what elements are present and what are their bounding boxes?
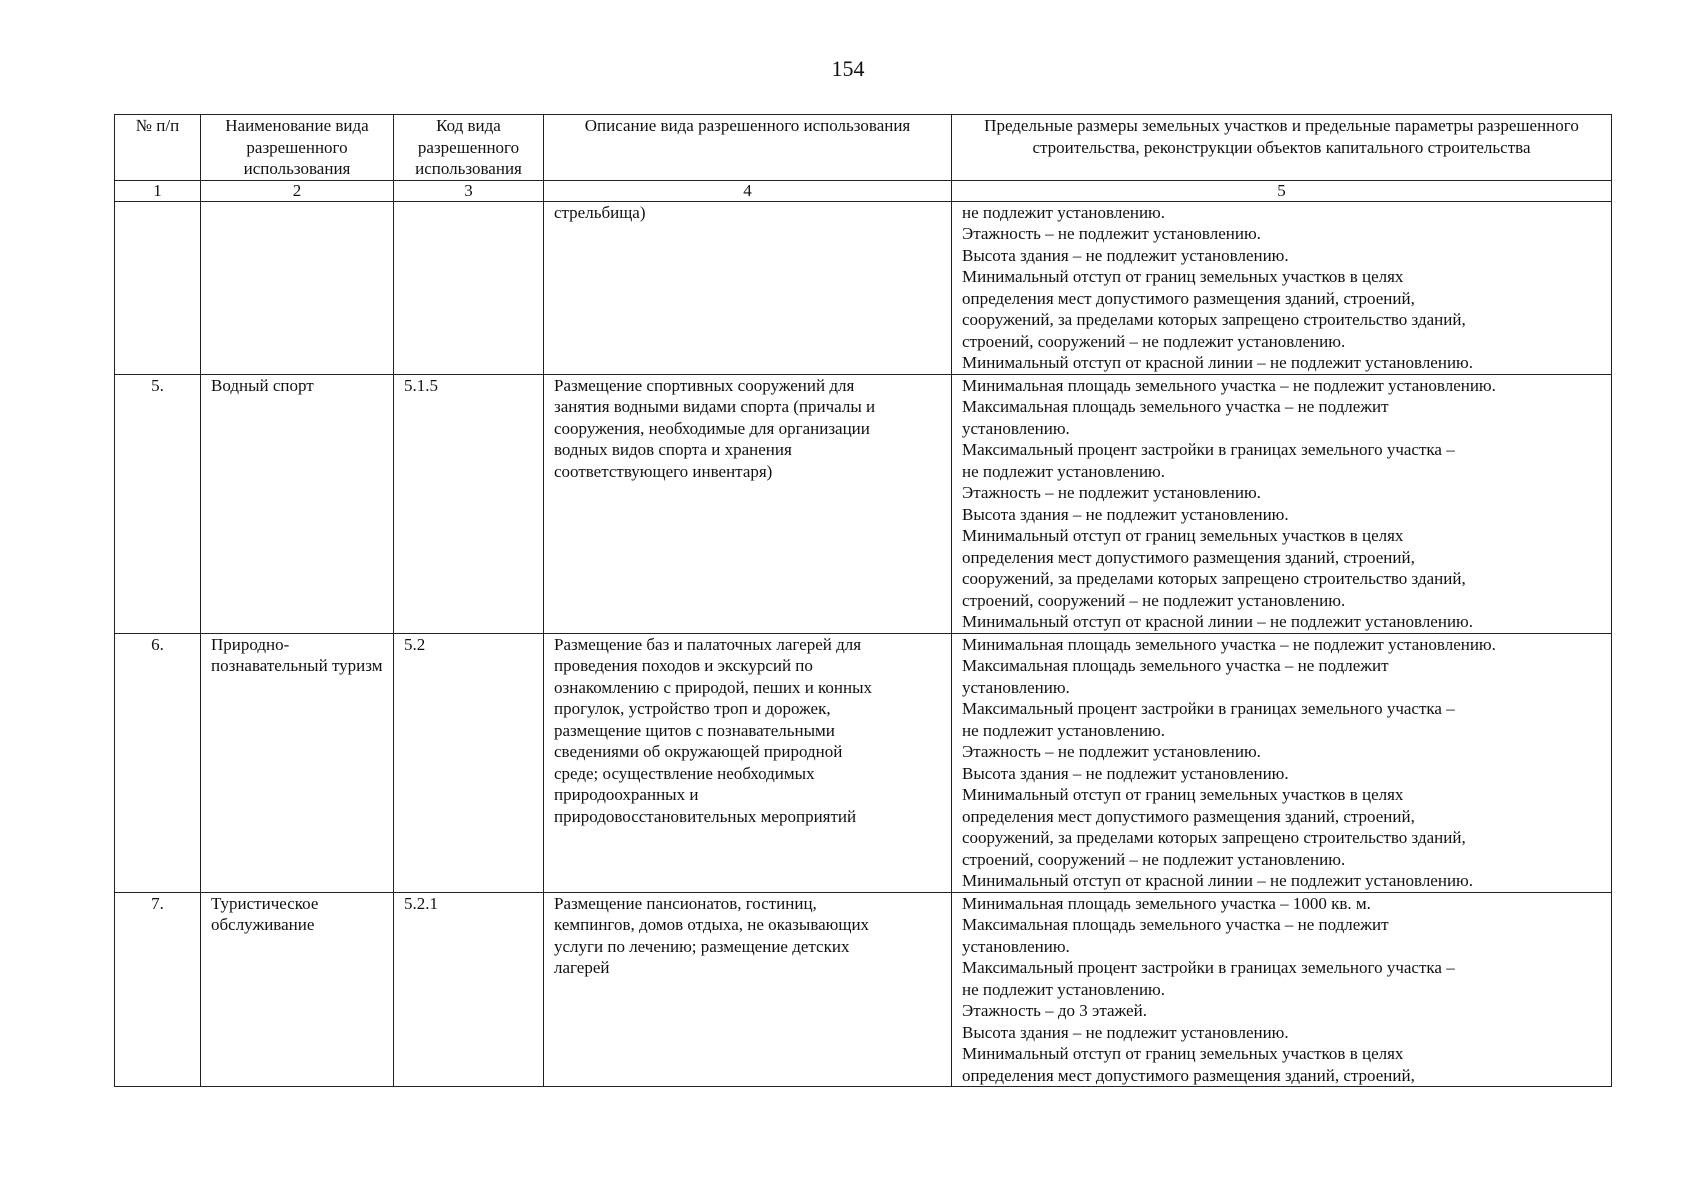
row-name-cell: Водный спорт <box>201 374 394 633</box>
row-description-cell <box>544 374 952 633</box>
parameter-line: определения мест допустимого размещения зданий, строений, <box>962 1065 1415 1085</box>
parameter-line: Высота здания – не подлежит установлению. <box>962 504 1289 524</box>
parameter-line: Минимальный отступ от красной линии – не подлежит установлению. <box>962 612 1473 631</box>
row-parameters-cell <box>952 374 1612 633</box>
description-line: среде; осуществление необходимых <box>554 763 815 783</box>
description-line: Размещение пансионатов, гостиниц, <box>554 893 817 913</box>
table-body <box>115 201 1612 1087</box>
description-line: водных видов спорта и хранения <box>554 440 792 459</box>
description-line: Размещение баз и палаточных лагерей для <box>554 634 862 654</box>
parameter-line: определения мест допустимого размещения зданий, строений, <box>962 806 1415 826</box>
row-description-cell <box>544 201 952 374</box>
parameter-line: Минимальная площадь земельного участка – не подлежит установлению. <box>962 375 1496 395</box>
description-line: сведениями об окружающей природной <box>554 742 843 761</box>
table-row <box>115 892 1612 1087</box>
row-description-cell <box>544 633 952 892</box>
parameter-line: Этажность – не подлежит установлению. <box>962 483 1261 502</box>
description-line: прогулок, устройство троп и дорожек, <box>554 699 831 718</box>
parameter-line: Минимальная площадь земельного участка – 1000 кв. м. <box>962 893 1371 913</box>
column-number: 3 <box>394 180 544 201</box>
parameter-line: не подлежит установлению. <box>962 202 1166 222</box>
parameter-line: установлению. <box>962 936 1070 956</box>
page-number: 154 <box>831 56 865 81</box>
row-number-cell: 5. <box>115 374 201 633</box>
parameter-line: не подлежит установлению. <box>962 720 1166 740</box>
parameter-line: Минимальная площадь земельного участка – не подлежит установлению. <box>962 634 1496 654</box>
parameter-line: строений, сооружений – не подлежит установлению. <box>962 331 1346 351</box>
row-code-cell: 5.2 <box>394 633 544 892</box>
parameter-line: строений, сооружений – не подлежит установлению. <box>962 849 1346 869</box>
parameter-line: Максимальный процент застройки в границах земельного участка – <box>962 699 1455 718</box>
description-line: стрельбища) <box>554 202 646 222</box>
description-line: размещение щитов с познавательными <box>554 720 835 740</box>
parameter-line: установлению. <box>962 418 1070 438</box>
description-line: лагерей <box>554 958 610 977</box>
parameter-line: определения мест допустимого размещения зданий, строений, <box>962 288 1415 308</box>
parameter-line: сооружений, за пределами которых запрещено строительство зданий, <box>962 828 1466 847</box>
parameter-line: Минимальный отступ от границ земельных участков в целях <box>962 1044 1404 1063</box>
parameter-line: Этажность – не подлежит установлению. <box>962 742 1261 761</box>
description-line: занятия водными видами спорта (причалы и <box>554 397 876 416</box>
header-description: Описание вида разрешенного использования <box>544 115 952 181</box>
description-line: услуги по лечению; размещение детских <box>554 936 850 956</box>
description-line: кемпингов, домов отдыха, не оказывающих <box>554 915 870 934</box>
column-number: 4 <box>544 180 952 201</box>
column-number: 1 <box>115 180 201 201</box>
row-description-cell <box>544 892 952 1087</box>
row-parameters-cell <box>952 201 1612 374</box>
parameter-line: установлению. <box>962 677 1070 697</box>
row-code-cell: 5.2.1 <box>394 892 544 1087</box>
parameter-line: сооружений, за пределами которых запрещено строительство зданий, <box>962 310 1466 329</box>
header-name: Наименование вида разрешенного использования <box>201 115 394 181</box>
parameter-line: Максимальный процент застройки в границах земельного участка – <box>962 958 1455 977</box>
description-line: ознакомлению с природой, пеших и конных <box>554 677 873 697</box>
header-parameters: Предельные размеры земельных участков и предельные параметры разрешенного строительства, реконструкции объектов капитального строительства <box>952 115 1612 181</box>
parameter-line: Максимальная площадь земельного участка – не подлежит <box>962 397 1389 416</box>
parameter-line: строений, сооружений – не подлежит установлению. <box>962 590 1346 610</box>
parameter-line: Минимальный отступ от границ земельных участков в целях <box>962 785 1404 804</box>
parameter-line: Высота здания – не подлежит установлению. <box>962 763 1289 783</box>
row-parameters-cell <box>952 892 1612 1087</box>
parameter-line: определения мест допустимого размещения зданий, строений, <box>962 547 1415 567</box>
header-row <box>115 115 1612 181</box>
column-number-row <box>115 180 1612 201</box>
table-row <box>115 374 1612 633</box>
parameter-line: Этажность – до 3 этажей. <box>962 1001 1147 1020</box>
header-number: № п/п <box>115 115 201 181</box>
parameter-line: Минимальный отступ от красной линии – не подлежит установлению. <box>962 871 1473 890</box>
parameter-line: Минимальный отступ от границ земельных участков в целях <box>962 526 1404 545</box>
row-parameters-cell <box>952 633 1612 892</box>
parameter-line: Максимальный процент застройки в границах земельного участка – <box>962 440 1455 459</box>
description-line: сооружения, необходимые для организации <box>554 418 870 438</box>
parameter-line: Максимальная площадь земельного участка – не подлежит <box>962 915 1389 934</box>
parameter-line: Высота здания – не подлежит установлению. <box>962 1022 1289 1042</box>
description-line: Размещение спортивных сооружений для <box>554 375 855 395</box>
row-name-cell: Природно-познавательный туризм <box>201 633 394 892</box>
row-code-cell: 5.1.5 <box>394 374 544 633</box>
row-name-cell: Туристическое обслуживание <box>201 892 394 1087</box>
description-line: проведения походов и экскурсий по <box>554 656 813 675</box>
table-row <box>115 633 1612 892</box>
column-number: 5 <box>952 180 1612 201</box>
description-line: природовосстановительных мероприятий <box>554 806 857 826</box>
parameter-line: Максимальная площадь земельного участка – не подлежит <box>962 656 1389 675</box>
description-line: природоохранных и <box>554 785 699 804</box>
row-code-cell <box>394 201 544 374</box>
row-name-cell <box>201 201 394 374</box>
parameter-line: Высота здания – не подлежит установлению. <box>962 245 1289 265</box>
parameter-line: не подлежит установлению. <box>962 461 1166 481</box>
column-number: 2 <box>201 180 394 201</box>
row-number-cell: 6. <box>115 633 201 892</box>
parameter-line: не подлежит установлению. <box>962 979 1166 999</box>
table-row <box>115 201 1612 374</box>
row-number-cell <box>115 201 201 374</box>
row-number-cell: 7. <box>115 892 201 1087</box>
description-line: соответствующего инвентаря) <box>554 461 773 481</box>
land-use-table <box>114 114 1612 1087</box>
parameter-line: Минимальный отступ от красной линии – не подлежит установлению. <box>962 353 1473 372</box>
header-code: Код вида разрешенного использования <box>394 115 544 181</box>
parameter-line: Минимальный отступ от границ земельных участков в целях <box>962 267 1404 286</box>
parameter-line: сооружений, за пределами которых запрещено строительство зданий, <box>962 569 1466 588</box>
parameter-line: Этажность – не подлежит установлению. <box>962 224 1261 243</box>
